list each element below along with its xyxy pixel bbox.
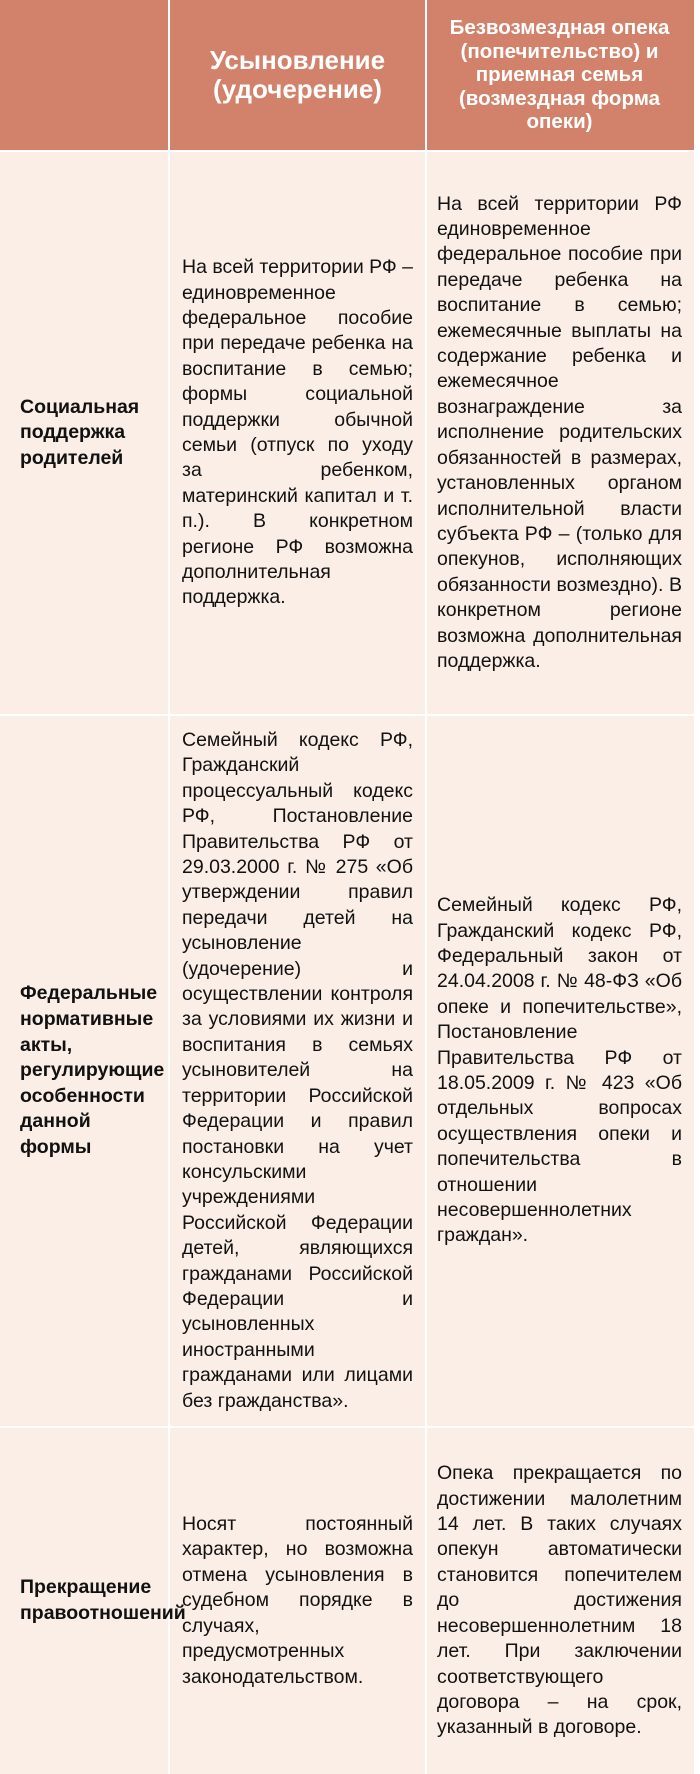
adoption-cell bbox=[170, 1428, 427, 1774]
guardianship-cell bbox=[427, 1428, 694, 1774]
header-cell-guardianship bbox=[427, 0, 694, 150]
guardianship-cell bbox=[427, 152, 694, 714]
guardianship-text: На всей территории РФ единовременное федеральное пособие при передаче ребенка на воспитание в семью; ежемесячные выплаты на содержание ребенка и ежемесячное вознаграждение за исполнение родительских обязанностей в размерах, установленных органом исполнительной власти субъекта РФ – (только для опекунов, исполняющих обязанности возмездно). В конкретном регионе возможна дополнительная поддержка. bbox=[437, 192, 682, 672]
row-label-cell bbox=[0, 1428, 186, 1774]
guardianship-cell bbox=[427, 716, 694, 1426]
guardianship-text: Опека прекращается по достижении малолетним 14 лет. В таких случаях опекун автоматически становится попечителем до достижения несовершеннолетним 18 лет. При заключении соответствующего договора – на срок, указанный в договоре. bbox=[437, 1462, 682, 1739]
row-label: Прекращение правоотношений bbox=[20, 1576, 186, 1624]
adoption-text: Семейный кодекс РФ, Гражданский процессуальный кодекс РФ, Постановление Правительства РФ от 29.03.2000 г. № 275 «Об утверждении правил передачи детей на усыновление (удочерение) и осуществлении контроля за условиями их жизни и воспитания в семьях усыновителей на территории Российской Федерации и правил постановки на учет консульскими учреждениями Российской Федерации детей, являющихся гражданами Российской Федерации и усыновленных иностранными гражданами или лицами без гражданства». bbox=[182, 729, 413, 1412]
table-row-federal-acts bbox=[0, 716, 694, 1428]
header-cell-empty bbox=[0, 0, 170, 150]
adoption-text: На всей территории РФ – единовременное федеральное пособие при передаче ребенка на воспитание в семью; формы социальной поддержки обычной семьи (отпуск по уходу за ребенком, материнский капитал и т. п.). В конкретном регионе РФ возможна дополнительная поддержка. bbox=[182, 256, 414, 609]
header-guardianship-label: Безвозмездная опека (попечительство) и приемная семья (возмездная форма опеки) bbox=[449, 16, 670, 134]
table-row-termination bbox=[0, 1428, 694, 1774]
table-header-row bbox=[0, 0, 694, 152]
header-cell-adoption bbox=[170, 0, 427, 150]
table-row-social-support bbox=[0, 152, 694, 716]
row-label-cell bbox=[0, 716, 170, 1426]
adoption-cell bbox=[170, 152, 427, 714]
row-label-cell bbox=[0, 152, 170, 714]
adoption-text: Носят постоянный характер, но возможна отмена усыновления в судебном порядке в случаях, предусмотренных законодательством. bbox=[182, 1513, 413, 1688]
row-label: Социальная поддержка родителей bbox=[20, 395, 140, 469]
row-label: Федеральные нормативные акты, регулирующие особенности данной формы bbox=[20, 982, 165, 1158]
header-adoption-label: Усыновление (удочерение) bbox=[209, 45, 386, 104]
guardianship-text: Семейный кодекс РФ, Гражданский кодекс РФ, Федеральный закон от 24.04.2008 г. № 48-ФЗ «Об опеке и попечительстве», Постановление Правительства РФ от 18.05.2009 г. № 423 «Об отдельных вопросах осуществления опеки и попечительства в отношении несовершеннолетних граждан». bbox=[437, 894, 682, 1247]
adoption-cell bbox=[170, 716, 427, 1426]
